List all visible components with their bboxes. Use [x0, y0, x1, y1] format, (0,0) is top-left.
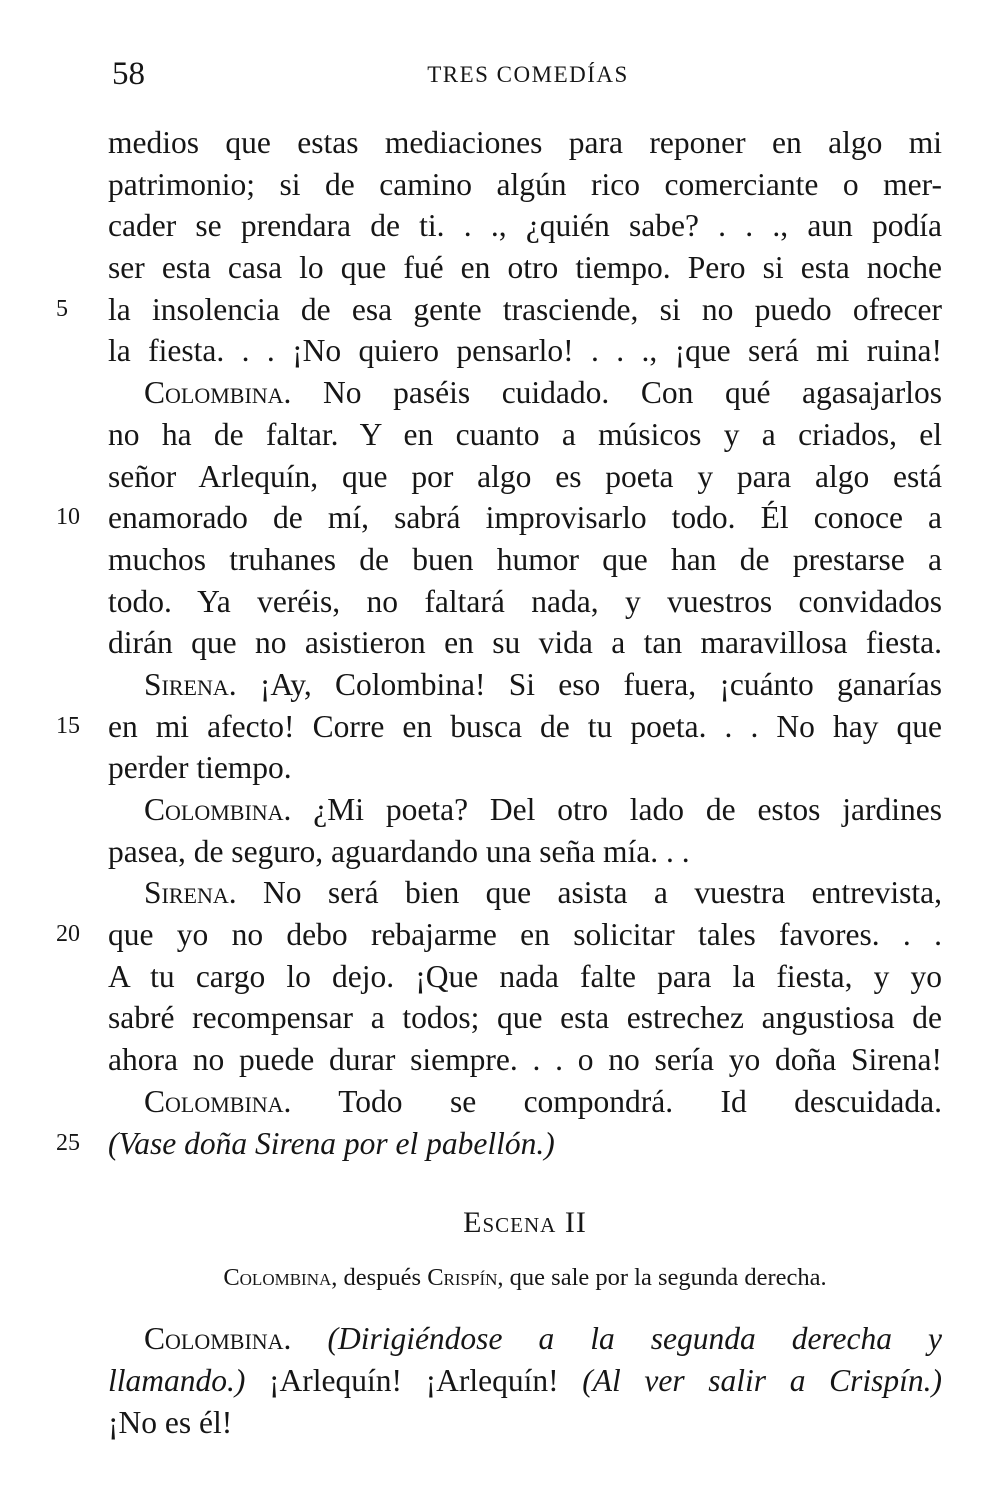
text-line	[108, 1318, 942, 1360]
text-line	[56, 497, 942, 539]
line-text: ser esta casa lo que fué en otro tiempo. Pero si esta noche	[108, 250, 942, 286]
speaker-name: Sirena.	[144, 875, 237, 911]
cast-name: Colombina	[223, 1264, 332, 1291]
line-text: señor Arlequín, que por algo es poeta y para algo está	[108, 458, 942, 494]
line-text: todo. Ya veréis, no faltará nada, y vuestros convidados	[108, 583, 942, 619]
text-line	[56, 289, 942, 331]
line-text: perder tiempo.	[108, 750, 292, 786]
line-text: patrimonio; si de camino algún rico comerciante o mer-	[108, 166, 942, 202]
line-number: 25	[56, 1129, 80, 1156]
text-line	[108, 1081, 942, 1123]
page-number: 58	[112, 56, 145, 92]
line-text: No será bien que asista a vuestra entrevista,	[263, 875, 943, 911]
stage-direction: (Vase doña Sirena por el pabellón.)	[108, 1125, 555, 1161]
text-line	[108, 622, 942, 664]
line-text: Todo se compondrá. Id descuidada.	[338, 1083, 942, 1119]
line-text: pasea, de seguro, aguardando una seña mía. . .	[108, 833, 690, 869]
text-line	[108, 581, 942, 623]
text-line	[108, 1360, 942, 1402]
stage-direction: (Al ver salir a Crispín.)	[582, 1363, 942, 1398]
text-line	[108, 1039, 942, 1081]
text-line	[108, 997, 942, 1039]
text-line	[108, 831, 942, 873]
line-number: 20	[56, 921, 80, 948]
line-number: 15	[56, 712, 80, 739]
line-text: ¿Mi poeta? Del otro lado de estos jardines	[313, 792, 942, 827]
text-line	[108, 747, 942, 789]
line-text: sabré recompensar a todos; que esta estrechez angustiosa de	[108, 1000, 942, 1036]
speaker-name: Colombina.	[144, 792, 292, 827]
line-text: que yo no debo rebajarme en solicitar tales favores. . .	[108, 917, 942, 953]
line-number: 10	[56, 504, 80, 531]
line-text: A tu cargo lo dejo. ¡Que nada falte para la fiesta, y yo	[108, 958, 942, 994]
stage-direction: (Dirigiéndose a la segunda derecha y	[327, 1321, 942, 1356]
line-text: muchos truhanes de buen humor que han de prestarse a	[108, 541, 942, 577]
speaker-name: Colombina.	[144, 375, 292, 411]
cast-name: Crispín	[427, 1264, 498, 1291]
cast-text: , que sale por la segunda derecha.	[497, 1264, 827, 1291]
text-line	[108, 872, 942, 914]
line-text: dirán que no asistieron en su vida a tan maravillosa fiesta.	[108, 625, 942, 661]
dialogue-text	[56, 122, 943, 1164]
stage-direction: llamando.)	[108, 1363, 246, 1398]
text-line	[108, 122, 942, 164]
line-text: cader se prendara de ti. . ., ¿quién sabe? . . ., aun podía	[108, 208, 942, 244]
text-line	[108, 330, 942, 372]
text-line	[108, 205, 942, 247]
line-text: No paséis cuidado. Con qué agasajarlos	[323, 375, 942, 411]
text-line	[108, 789, 942, 831]
line-text: ¡No es él!	[108, 1405, 233, 1440]
scene-cast	[108, 1264, 942, 1292]
line-text: la fiesta. . . ¡No quiero pensarlo! . . ., ¡que será mi ruina!	[108, 333, 942, 369]
line-text: en mi afecto! Corre en busca de tu poeta. . . No hay que	[108, 708, 942, 744]
line-number: 5	[56, 295, 68, 322]
line-text: ahora no puede durar siempre. . . o no sería yo doña Sirena!	[108, 1042, 942, 1078]
line-text: la insolencia de esa gente trasciende, si no puedo ofrecer	[108, 291, 942, 327]
speaker-name: Sirena.	[144, 666, 237, 702]
line-text: ¡Arlequín! ¡Arlequín!	[245, 1363, 583, 1398]
text-line	[56, 1123, 942, 1165]
text-line	[56, 914, 942, 956]
cast-text: , después	[331, 1264, 428, 1291]
speaker-name: Colombina.	[144, 1083, 292, 1119]
text-line	[108, 164, 942, 206]
line-text: medios que estas mediaciones para reponer en algo mi	[108, 125, 942, 160]
text-line	[108, 956, 942, 998]
text-line	[108, 456, 942, 498]
text-line	[108, 664, 942, 706]
line-text: enamorado de mí, sabrá improvisarlo todo. Él conoce a	[108, 500, 942, 536]
speaker-name: Colombina.	[144, 1321, 292, 1356]
running-head: TRES COMEDÍAS	[427, 62, 629, 87]
text-line	[108, 247, 942, 289]
text-line	[108, 539, 942, 581]
text-line	[108, 372, 942, 414]
text-line	[56, 706, 942, 748]
scene-text	[108, 1318, 942, 1444]
line-text: ¡Ay, Colombina! Si eso fuera, ¡cuánto ganarías	[259, 666, 942, 702]
text-line	[108, 414, 942, 456]
scene-heading: Escena II	[463, 1206, 587, 1239]
line-text: no ha de faltar. Y en cuanto a músicos y a criados, el	[108, 416, 942, 452]
text-line	[108, 1402, 942, 1444]
